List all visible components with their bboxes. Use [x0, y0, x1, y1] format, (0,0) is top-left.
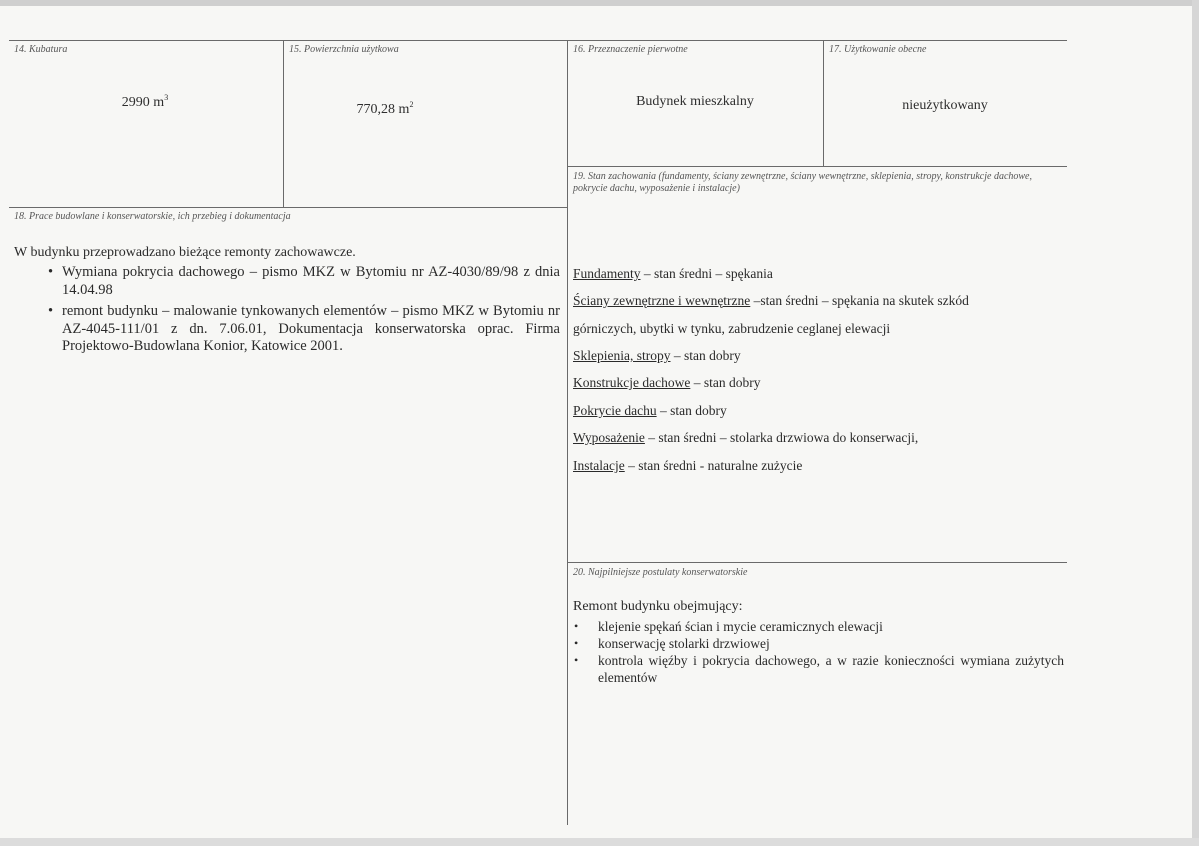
- scan-top-edge: [0, 0, 1199, 6]
- state-row-fundamenty: [573, 266, 773, 282]
- field-15-value: [300, 100, 470, 118]
- state-text: – stan dobry: [656, 403, 727, 418]
- field-15-number: 770,28 m: [356, 102, 410, 117]
- list-item: • kontrola więźby i pokrycia dachowego, a w razie konieczności wymiana zużytych elementów: [598, 652, 1064, 686]
- field-15-unit-sup: 2: [409, 100, 414, 109]
- field-17-label: 17. Użytkowanie obecne: [829, 44, 927, 55]
- divider-14-15-bottom: [9, 207, 567, 208]
- field-18-intro: W budynku przeprowadzano bieżące remonty zachowawcze.: [14, 245, 356, 260]
- state-term: Sklepienia, stropy: [573, 348, 671, 363]
- state-term: Fundamenty: [573, 266, 641, 281]
- state-row-sciany-continuation: górniczych, ubytki w tynku, zabrudzenie ceglanej elewacji: [573, 321, 891, 336]
- state-text: – stan dobry: [690, 375, 761, 390]
- state-text: – stan średni – spękania: [640, 266, 773, 281]
- field-18-list: [62, 264, 560, 360]
- divider-16-17-bottom: [567, 166, 1067, 167]
- scan-right-edge: [1192, 0, 1199, 846]
- field-15-label: 15. Powierzchnia użytkowa: [289, 44, 399, 55]
- state-term: Wyposażenie: [573, 430, 645, 445]
- field-14-unit-sup: 3: [164, 93, 169, 102]
- state-term: Pokrycie dachu: [573, 403, 657, 418]
- field-20-label: 20. Najpilniejsze postulaty konserwatorskie: [573, 567, 748, 578]
- state-term: Konstrukcje dachowe: [573, 375, 691, 390]
- list-item: • remont budynku – malowanie tynkowanych elementów – pismo MKZ w Bytomiu nr AZ-4045-111/01 z dn. 7.06.01, Dokumentacja konserwatorska oprac. Firma Projektowo-Budowlana Konior, Katowice 2001.: [62, 303, 560, 356]
- list-item: • klejenie spękań ścian i mycie ceramicznych elewacji: [598, 618, 1064, 635]
- state-term: Ściany zewnętrzne i wewnętrzne: [573, 293, 751, 308]
- field-14-label: 14. Kubatura: [14, 44, 68, 55]
- list-item: • Wymiana pokrycia dachowego – pismo MKZ w Bytomiu nr AZ-4030/89/98 z dnia 14.04.98: [62, 264, 560, 299]
- state-text: – stan średni - naturalne zużycie: [624, 458, 803, 473]
- divider-16-17: [823, 40, 824, 166]
- state-text: – stan średni – stolarka drzwiowa do konserwacji,: [644, 430, 919, 445]
- divider-14-15: [283, 40, 284, 208]
- divider-left-right: [567, 40, 568, 825]
- state-row-instalacje: [573, 458, 802, 474]
- divider-19-20: [567, 562, 1067, 563]
- field-16-label: 16. Przeznaczenie pierwotne: [573, 44, 688, 55]
- state-row-sklepienia: [573, 348, 741, 364]
- field-18-label: 18. Prace budowlane i konserwatorskie, ich przebieg i dokumentacja: [14, 211, 291, 222]
- state-row-wyposazenie: [573, 430, 918, 446]
- state-text: – stan dobry: [670, 348, 741, 363]
- field-20-list: [598, 618, 1064, 686]
- field-17-value: nieużytkowany: [902, 98, 988, 113]
- field-16-value: Budynek mieszkalny: [636, 94, 754, 109]
- scan-bottom-edge: [0, 838, 1199, 846]
- state-row-konstrukcje: [573, 375, 760, 391]
- state-text: –stan średni – spękania na skutek szkód: [750, 293, 969, 308]
- field-20-intro: Remont budynku obejmujący:: [573, 599, 743, 614]
- form-top-border: [9, 40, 1067, 41]
- state-row-sciany: [573, 293, 1063, 309]
- field-19-label: 19. Stan zachowania (fundamenty, ściany zewnętrzne, ściany wewnętrzne, sklepienia, stropy, konstrukcje dachowe, pokrycie dachu, wyposażenie i instalacje): [573, 171, 1032, 194]
- state-row-pokrycie: [573, 403, 727, 419]
- list-item: • konserwację stolarki drzwiowej: [598, 635, 1064, 652]
- field-14-number: 2990 m: [121, 95, 165, 110]
- state-term: Instalacje: [573, 458, 625, 473]
- field-14-value: [60, 93, 230, 111]
